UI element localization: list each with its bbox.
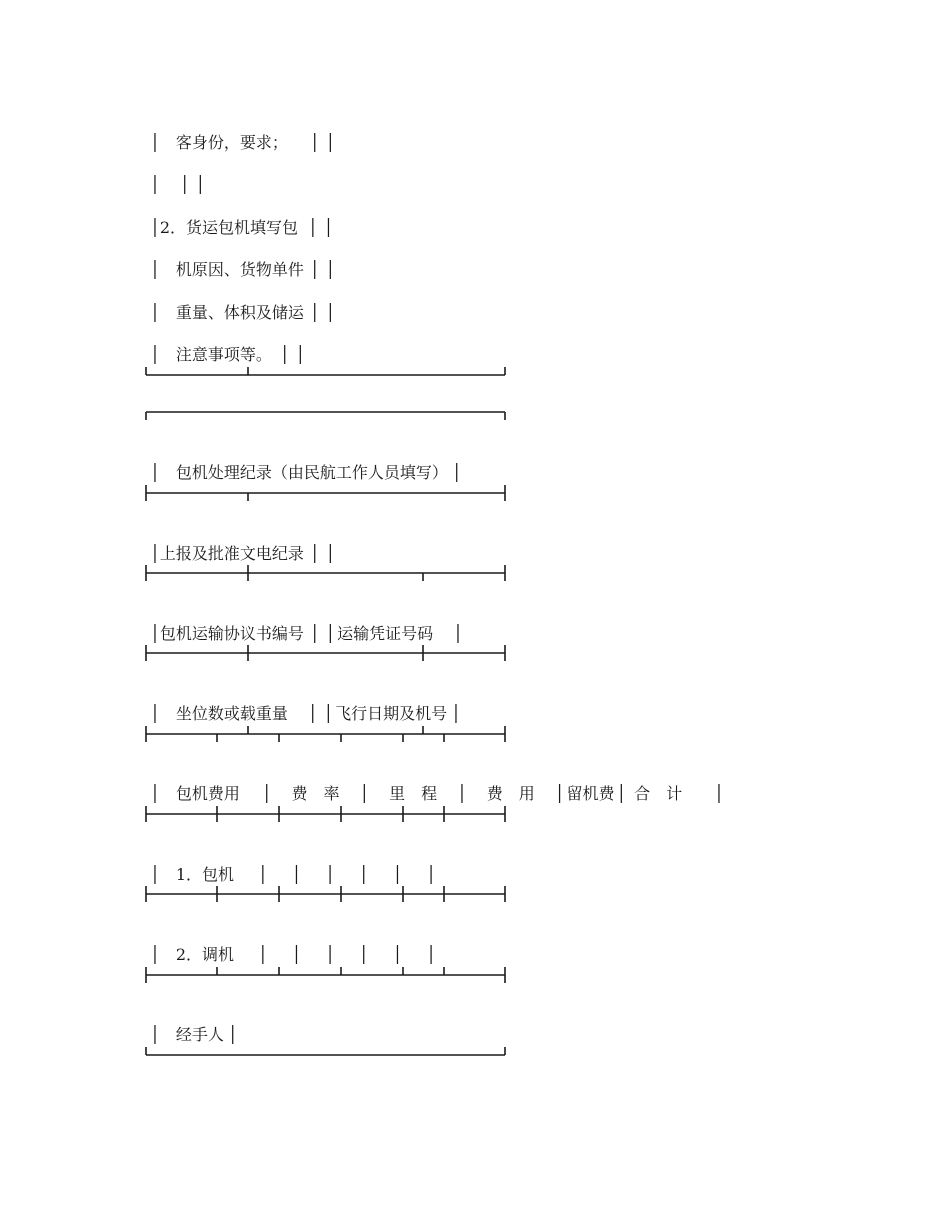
row-weight-volume [140, 283, 335, 323]
bar: │ [309, 544, 320, 563]
bar: │ [150, 945, 160, 964]
bar: │ [150, 865, 160, 884]
bar: │ [325, 544, 336, 563]
rule-6 [146, 726, 505, 742]
bar: │ [323, 704, 334, 723]
column-header-cost: 费 用 [486, 784, 535, 803]
row-passenger-identity [140, 113, 335, 153]
field-label: 坐位数或载重量 [175, 704, 288, 723]
bar: │ [457, 784, 467, 803]
rule-4 [146, 565, 505, 581]
bar: │ [258, 945, 268, 964]
bar: │ [323, 218, 334, 237]
row-processing-record-title [140, 443, 461, 483]
bar: │ [279, 345, 290, 364]
bar: │ [714, 784, 724, 803]
section-title: 包机处理纪录（由民航工作人员填写） [175, 463, 448, 482]
field-label: 运输凭证号码 [337, 624, 434, 643]
bar: │ [150, 463, 160, 482]
bar: │ [358, 865, 369, 884]
bar: │ [325, 865, 335, 884]
bar: │ [150, 624, 160, 643]
bar: │ [309, 133, 320, 152]
column-header-total: 合 计 [634, 784, 683, 803]
bar: │ [325, 624, 336, 643]
bar: │ [150, 784, 160, 803]
bar: │ [150, 345, 160, 364]
row-handler [140, 1005, 237, 1045]
bar: │ [179, 175, 190, 194]
bar: │ [309, 303, 320, 322]
rule-5 [146, 645, 505, 661]
row-label: 1．包机 [175, 865, 234, 884]
rule-2 [146, 412, 505, 420]
row-text: 注意事项等。 [175, 345, 272, 364]
bar: │ [426, 945, 436, 964]
bar: │ [258, 865, 268, 884]
bar: │ [325, 945, 335, 964]
bar: │ [392, 945, 403, 964]
bar: │ [359, 784, 370, 803]
bar: │ [261, 784, 272, 803]
bar: │ [150, 704, 160, 723]
column-header-rate: 费 率 [291, 784, 340, 803]
row-text: 客身份，要求； [175, 133, 288, 152]
bar: │ [451, 463, 462, 482]
bar: │ [308, 218, 318, 237]
bar: │ [227, 1025, 238, 1044]
bar: │ [426, 865, 436, 884]
bar: │ [616, 784, 627, 803]
row-notes [140, 325, 305, 365]
rule-8 [146, 886, 505, 902]
rule-7 [146, 806, 505, 822]
rule-3 [146, 485, 505, 501]
bar: │ [554, 784, 565, 803]
bar: │ [195, 175, 206, 194]
row-agreement-number [140, 604, 463, 644]
field-label: 飞行日期及机号 [335, 704, 448, 723]
rule-10 [146, 1047, 505, 1055]
bar: │ [453, 624, 463, 643]
bar: │ [291, 945, 302, 964]
bar: │ [358, 945, 369, 964]
row-fee-table-header [140, 764, 724, 804]
bar: │ [150, 544, 160, 563]
bar: │ [150, 303, 160, 322]
bar: │ [150, 1025, 160, 1044]
column-header-charter-fee: 包机费用 [175, 784, 240, 803]
row-approval-record [140, 524, 335, 564]
bar: │ [150, 133, 160, 152]
rule-9 [146, 967, 505, 983]
rule-1 [146, 367, 505, 375]
column-header-retention-fee: 留机费 [566, 784, 615, 803]
row-charter-reason [140, 240, 335, 280]
row-label: 2．调机 [175, 945, 234, 964]
bar: │ [325, 303, 336, 322]
bar: │ [150, 260, 160, 279]
row-text: 2．货运包机填写包 [159, 218, 298, 237]
bar: │ [309, 624, 320, 643]
column-header-mileage: 里 程 [389, 784, 438, 803]
field-label: 上报及批准文电纪录 [159, 544, 304, 563]
row-text: 机原因、货物单件 [175, 260, 304, 279]
bar: │ [309, 260, 320, 279]
bar: │ [451, 704, 461, 723]
row-cargo-charter [140, 198, 333, 238]
bar: │ [392, 865, 403, 884]
field-label: 包机运输协议书编号 [159, 624, 304, 643]
row-charter [140, 845, 436, 885]
row-text: 重量、体积及储运 [175, 303, 304, 322]
bar: │ [307, 704, 318, 723]
row-seats-payload [140, 684, 461, 724]
bar: │ [295, 345, 306, 364]
bar: │ [325, 260, 336, 279]
bar: │ [325, 133, 336, 152]
bar: │ [150, 175, 160, 194]
field-label: 经手人 [175, 1025, 224, 1044]
bar: │ [150, 218, 160, 237]
row-repositioning [140, 925, 436, 965]
bar: │ [291, 865, 302, 884]
row-empty [140, 155, 205, 195]
